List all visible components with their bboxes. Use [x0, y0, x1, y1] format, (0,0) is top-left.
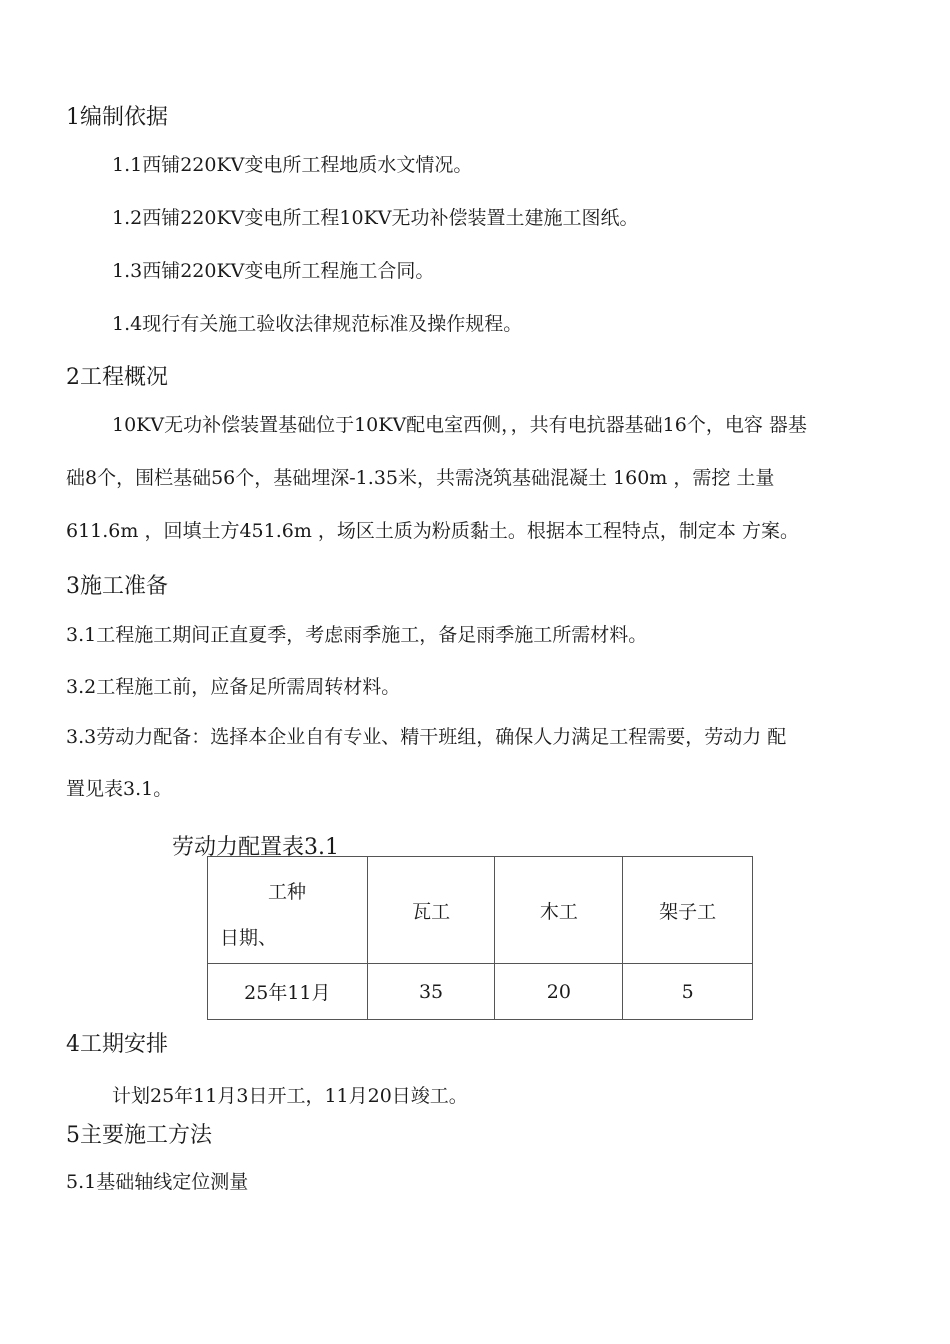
section-3-item-3-line-2: 置见表3.1。 [66, 778, 173, 800]
section-1-item-4: 1.4现行有关施工验收法律规范标准及操作规程。 [112, 313, 523, 335]
section-2-line-3: 611.6m ，回填土方451.6m ，场区土质为粉质黏土。根据本工程特点，制定本 方案。 [66, 520, 799, 542]
table-header-cell: 瓦工 [367, 857, 495, 964]
table-header-row [208, 857, 753, 964]
section-1-item-3: 1.3西铺220KV变电所工程施工合同。 [112, 260, 435, 282]
section-4-heading: 4工期安排 [66, 1032, 168, 1057]
table-cell: 5 [623, 964, 753, 1020]
section-2-line-1: 10KV无功补偿装置基础位于10KV配电室西侧，，共有电抗器基础16个，电容 器基 [112, 414, 807, 436]
header-work-type: 工种 [268, 881, 307, 903]
labor-table [207, 856, 753, 1020]
table-header-cell: 木工 [495, 857, 623, 964]
header-date: 日期、 [220, 927, 278, 949]
section-3-item-2: 3.2工程施工前，应备足所需周转材料。 [66, 676, 401, 698]
section-1-item-2: 1.2西铺220KV变电所工程10KV无功补偿装置土建施工图纸。 [112, 207, 639, 229]
section-4-text: 计划25年11月3日开工，11月20日竣工。 [112, 1085, 468, 1107]
table-header-cell: 架子工 [623, 857, 753, 964]
section-5-heading: 5主要施工方法 [66, 1123, 212, 1148]
section-1-heading: 1编制依据 [66, 105, 168, 130]
table-caption: 劳动力配置表3.1 [172, 835, 339, 860]
table-row [208, 964, 753, 1020]
table-cell-date: 25年11月 [208, 964, 368, 1020]
table-header-diagonal-cell [208, 857, 368, 964]
section-5-subheading: 5.1基础轴线定位测量 [66, 1171, 249, 1193]
section-1-item-1: 1.1西铺220KV变电所工程地质水文情况。 [112, 154, 473, 176]
table-cell: 35 [367, 964, 495, 1020]
table-cell: 20 [495, 964, 623, 1020]
section-3-item-3-line-1: 3.3劳动力配备：选择本企业自有专业、精干班组，确保人力满足工程需要，劳动力 配 [66, 726, 787, 748]
section-3-heading: 3施工准备 [66, 574, 168, 599]
section-2-heading: 2工程概况 [66, 365, 168, 390]
section-3-item-1: 3.1工程施工期间正直夏季，考虑雨季施工，备足雨季施工所需材料。 [66, 624, 648, 646]
section-2-line-2: 础8个，围栏基础56个，基础埋深-1.35米，共需浇筑基础混凝土 160m ，需挖 土量 [66, 467, 775, 489]
